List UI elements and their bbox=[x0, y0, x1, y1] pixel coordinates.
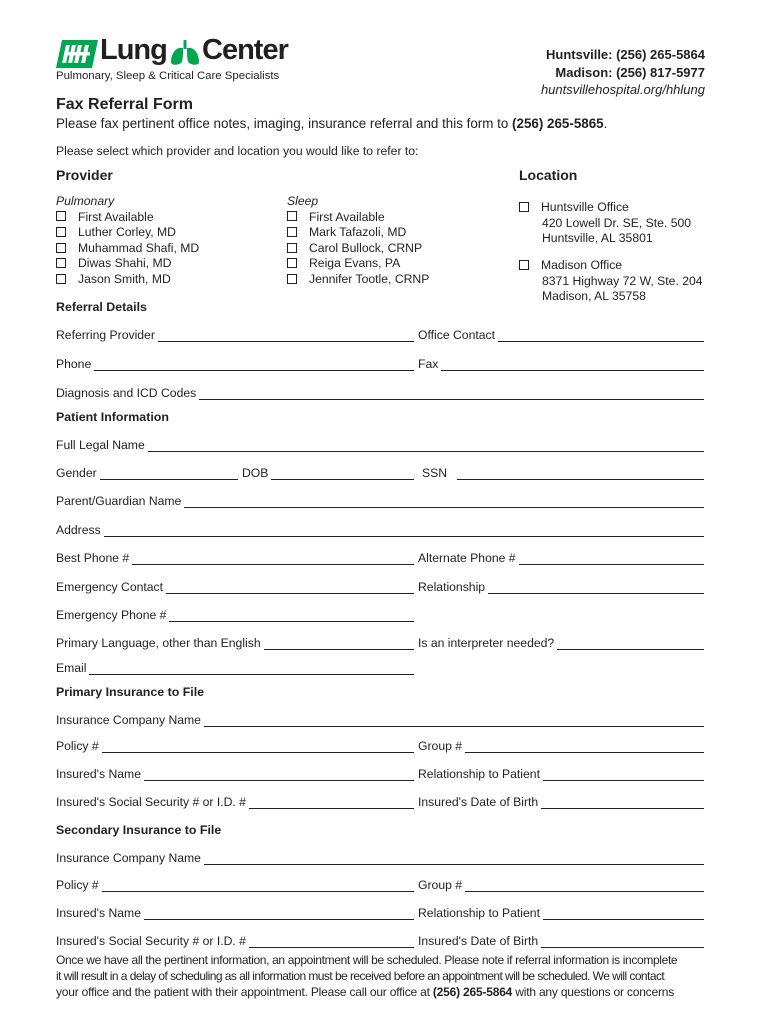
form-title: Fax Referral Form bbox=[56, 96, 193, 113]
field-line[interactable] bbox=[89, 662, 414, 675]
field-label: Insurance Company Name bbox=[56, 713, 201, 727]
field-line[interactable] bbox=[249, 935, 414, 948]
pulmonary-label: Pulmonary bbox=[56, 194, 115, 208]
footer-note bbox=[56, 952, 708, 1000]
interpreter-field[interactable] bbox=[418, 634, 704, 650]
sleep-option[interactable] bbox=[287, 241, 429, 257]
footer-line-3-suffix: with any questions or concerns bbox=[512, 985, 675, 999]
option-label: Muhammad Shafi, MD bbox=[78, 240, 200, 255]
checkbox[interactable] bbox=[287, 274, 297, 284]
field-label: Group # bbox=[418, 878, 463, 892]
ssn-field[interactable] bbox=[422, 464, 704, 480]
emergency-phone-field[interactable] bbox=[56, 606, 414, 622]
referral-heading: Referral Details bbox=[56, 300, 147, 314]
field-label: Gender bbox=[56, 466, 97, 480]
field-line[interactable] bbox=[557, 637, 704, 650]
field-line[interactable] bbox=[169, 609, 414, 622]
gender-field[interactable] bbox=[56, 464, 238, 480]
field-label: Insured's Social Security # or I.D. # bbox=[56, 795, 246, 809]
field-label: Alternate Phone # bbox=[418, 551, 516, 565]
primary-insurance-heading: Primary Insurance to File bbox=[56, 685, 205, 699]
primary-language-field[interactable] bbox=[56, 634, 414, 650]
checkbox[interactable] bbox=[56, 211, 66, 221]
website-link[interactable]: huntsvillehospital.org/hhlung bbox=[540, 82, 705, 97]
field-line[interactable] bbox=[249, 796, 414, 809]
checkbox[interactable] bbox=[519, 202, 529, 212]
tagline: Pulmonary, Sleep & Critical Care Specialists bbox=[56, 70, 280, 82]
pulmonary-option[interactable] bbox=[56, 256, 199, 272]
location-name: Huntsville Office bbox=[541, 200, 629, 214]
pulmonary-option[interactable] bbox=[56, 210, 199, 226]
field-line[interactable] bbox=[102, 879, 414, 892]
location-address: 420 Lowell Dr. SE, Ste. 500 bbox=[542, 215, 692, 230]
option-label: Diwas Shahi, MD bbox=[78, 256, 172, 271]
logo-word-lung: Lung bbox=[100, 34, 167, 66]
field-label: Insured's Date of Birth bbox=[418, 934, 539, 948]
secondary-relationship-field[interactable] bbox=[418, 904, 704, 920]
referring-provider-field[interactable] bbox=[56, 326, 414, 342]
hh-logo-icon bbox=[56, 40, 98, 68]
field-line[interactable] bbox=[264, 637, 414, 650]
sleep-option[interactable] bbox=[287, 272, 429, 288]
select-prompt: Please select which provider and location you would like to refer to: bbox=[56, 144, 419, 158]
footer-line-3-prefix: your office and the patient with their appointment. Please call our office at bbox=[56, 985, 433, 999]
field-label: DOB bbox=[242, 466, 269, 480]
checkbox[interactable] bbox=[56, 274, 66, 284]
pulmonary-option[interactable] bbox=[56, 225, 199, 241]
field-line[interactable] bbox=[541, 935, 704, 948]
office-contact-field[interactable] bbox=[418, 326, 704, 342]
primary-group-field[interactable] bbox=[418, 737, 704, 753]
field-line[interactable] bbox=[144, 907, 414, 920]
location-heading: Location bbox=[519, 167, 578, 183]
field-label: Insured's Name bbox=[56, 767, 141, 781]
location-huntsville[interactable] bbox=[519, 200, 691, 247]
option-label: Jason Smith, MD bbox=[78, 271, 171, 286]
madison-phone: Madison: (256) 817-5977 bbox=[555, 65, 705, 80]
primary-ssn-field[interactable] bbox=[56, 793, 414, 809]
pulmonary-option[interactable] bbox=[56, 241, 199, 257]
emergency-contact-field[interactable] bbox=[56, 578, 414, 594]
checkbox[interactable] bbox=[287, 211, 297, 221]
field-line[interactable] bbox=[104, 524, 704, 537]
patient-heading: Patient Information bbox=[56, 410, 169, 424]
field-line[interactable] bbox=[148, 439, 704, 452]
phone-field[interactable] bbox=[56, 355, 414, 371]
field-line[interactable] bbox=[199, 387, 704, 400]
secondary-policy-field[interactable] bbox=[56, 876, 414, 892]
field-line[interactable] bbox=[158, 329, 414, 342]
field-line[interactable] bbox=[102, 740, 414, 753]
field-label: Address bbox=[56, 523, 101, 537]
address-field[interactable] bbox=[56, 521, 704, 537]
sleep-group bbox=[287, 194, 429, 288]
diagnosis-field[interactable] bbox=[56, 384, 704, 400]
checkbox[interactable] bbox=[287, 227, 297, 237]
field-line[interactable] bbox=[441, 358, 704, 371]
field-line[interactable] bbox=[519, 552, 704, 565]
field-label: Parent/Guardian Name bbox=[56, 494, 182, 508]
secondary-group-field[interactable] bbox=[418, 876, 704, 892]
full-legal-name-field[interactable] bbox=[56, 436, 704, 452]
secondary-dob-field[interactable] bbox=[418, 932, 704, 948]
checkbox[interactable] bbox=[56, 258, 66, 268]
option-label: First Available bbox=[309, 209, 385, 224]
field-label: Diagnosis and ICD Codes bbox=[56, 386, 197, 400]
field-label: Is an interpreter needed? bbox=[418, 636, 555, 650]
primary-policy-field[interactable] bbox=[56, 737, 414, 753]
field-line[interactable] bbox=[144, 768, 414, 781]
field-label: Relationship to Patient bbox=[418, 906, 540, 920]
checkbox[interactable] bbox=[56, 227, 66, 237]
logo-word-center: Center bbox=[202, 34, 288, 66]
field-label: Fax bbox=[418, 357, 439, 371]
intro-text bbox=[56, 116, 607, 131]
option-label: Carol Bullock, CRNP bbox=[309, 240, 423, 255]
field-line[interactable] bbox=[457, 467, 704, 480]
email-field[interactable] bbox=[56, 659, 414, 675]
provider-heading: Provider bbox=[56, 167, 113, 183]
relationship-field[interactable] bbox=[418, 578, 704, 594]
secondary-ssn-field[interactable] bbox=[56, 932, 414, 948]
option-label: Reiga Evans, PA bbox=[309, 256, 401, 271]
intro-suffix: . bbox=[603, 116, 608, 131]
field-label: Best Phone # bbox=[56, 551, 130, 565]
dob-field[interactable] bbox=[242, 464, 414, 480]
field-line[interactable] bbox=[465, 879, 704, 892]
secondary-insurance-heading: Secondary Insurance to File bbox=[56, 823, 222, 837]
option-label: Jennifer Tootle, CRNP bbox=[309, 271, 430, 286]
field-line[interactable] bbox=[132, 552, 414, 565]
primary-dob-field[interactable] bbox=[418, 793, 704, 809]
field-label: Full Legal Name bbox=[56, 438, 145, 452]
location-address: 8371 Highway 72 W, Ste. 204 bbox=[542, 273, 703, 288]
checkbox[interactable] bbox=[519, 260, 529, 270]
field-line[interactable] bbox=[541, 796, 704, 809]
field-label: SSN bbox=[422, 466, 448, 480]
lungs-icon bbox=[170, 40, 200, 66]
location-city: Madison, AL 35758 bbox=[542, 289, 646, 304]
alternate-phone-field[interactable] bbox=[418, 549, 704, 565]
field-line[interactable] bbox=[184, 495, 704, 508]
field-label: Insured's Date of Birth bbox=[418, 795, 539, 809]
intro-prefix: Please fax pertinent office notes, imaging, insurance referral and this form to bbox=[56, 116, 513, 131]
option-label: Mark Tafazoli, MD bbox=[309, 225, 407, 240]
field-label: Email bbox=[56, 661, 87, 675]
field-line[interactable] bbox=[204, 714, 704, 727]
field-label: Group # bbox=[418, 739, 463, 753]
location-madison[interactable] bbox=[519, 258, 703, 305]
checkbox[interactable] bbox=[56, 243, 66, 253]
field-line[interactable] bbox=[543, 768, 704, 781]
field-line[interactable] bbox=[204, 852, 704, 865]
footer-line-2: it will result in a delay of scheduling as all information must be received before an appointment will be scheduled. We will contact bbox=[56, 969, 665, 983]
sleep-option[interactable] bbox=[287, 256, 429, 272]
field-label: Primary Language, other than English bbox=[56, 636, 261, 650]
field-line[interactable] bbox=[488, 581, 704, 594]
field-label: Policy # bbox=[56, 878, 99, 892]
checkbox[interactable] bbox=[287, 243, 297, 253]
field-label: Referring Provider bbox=[56, 328, 155, 342]
footer-line-1: Once we have all the pertinent information, an appointment will be scheduled. Please note if referral information is incomplete bbox=[56, 953, 678, 967]
secondary-company-field[interactable] bbox=[56, 849, 704, 865]
field-line[interactable] bbox=[100, 467, 238, 480]
sleep-option[interactable] bbox=[287, 210, 429, 226]
field-label: Insured's Social Security # or I.D. # bbox=[56, 934, 246, 948]
sleep-option[interactable] bbox=[287, 225, 429, 241]
footer-phone: (256) 265-5864 bbox=[432, 985, 513, 999]
huntsville-phone: Huntsville: (256) 265-5864 bbox=[546, 47, 705, 62]
field-line[interactable] bbox=[166, 581, 414, 594]
secondary-insured-name-field[interactable] bbox=[56, 904, 414, 920]
pulmonary-option[interactable] bbox=[56, 272, 199, 288]
field-label: Relationship bbox=[418, 580, 486, 594]
sleep-label: Sleep bbox=[287, 194, 319, 208]
best-phone-field[interactable] bbox=[56, 549, 414, 565]
field-label: Policy # bbox=[56, 739, 99, 753]
primary-insured-name-field[interactable] bbox=[56, 765, 414, 781]
intro-fax: (256) 265-5865 bbox=[512, 116, 604, 131]
field-line[interactable] bbox=[465, 740, 704, 753]
primary-relationship-field[interactable] bbox=[418, 765, 704, 781]
option-label: Luther Corley, MD bbox=[78, 225, 176, 240]
field-label: Office Contact bbox=[418, 328, 495, 342]
field-line[interactable] bbox=[543, 907, 704, 920]
footer-line-3 bbox=[56, 984, 708, 1000]
pulmonary-group bbox=[56, 194, 199, 288]
fax-field[interactable] bbox=[418, 355, 704, 371]
checkbox[interactable] bbox=[287, 258, 297, 268]
location-name: Madison Office bbox=[541, 258, 623, 272]
field-label: Relationship to Patient bbox=[418, 767, 540, 781]
option-label: First Available bbox=[78, 209, 154, 224]
field-label: Phone bbox=[56, 357, 92, 371]
field-line[interactable] bbox=[271, 467, 414, 480]
field-line[interactable] bbox=[94, 358, 414, 371]
field-label: Insurance Company Name bbox=[56, 851, 201, 865]
primary-company-field[interactable] bbox=[56, 711, 704, 727]
field-label: Emergency Phone # bbox=[56, 608, 167, 622]
field-line[interactable] bbox=[498, 329, 704, 342]
location-city: Huntsville, AL 35801 bbox=[542, 231, 653, 246]
guardian-field[interactable] bbox=[56, 492, 704, 508]
field-label: Emergency Contact bbox=[56, 580, 164, 594]
field-label: Insured's Name bbox=[56, 906, 141, 920]
